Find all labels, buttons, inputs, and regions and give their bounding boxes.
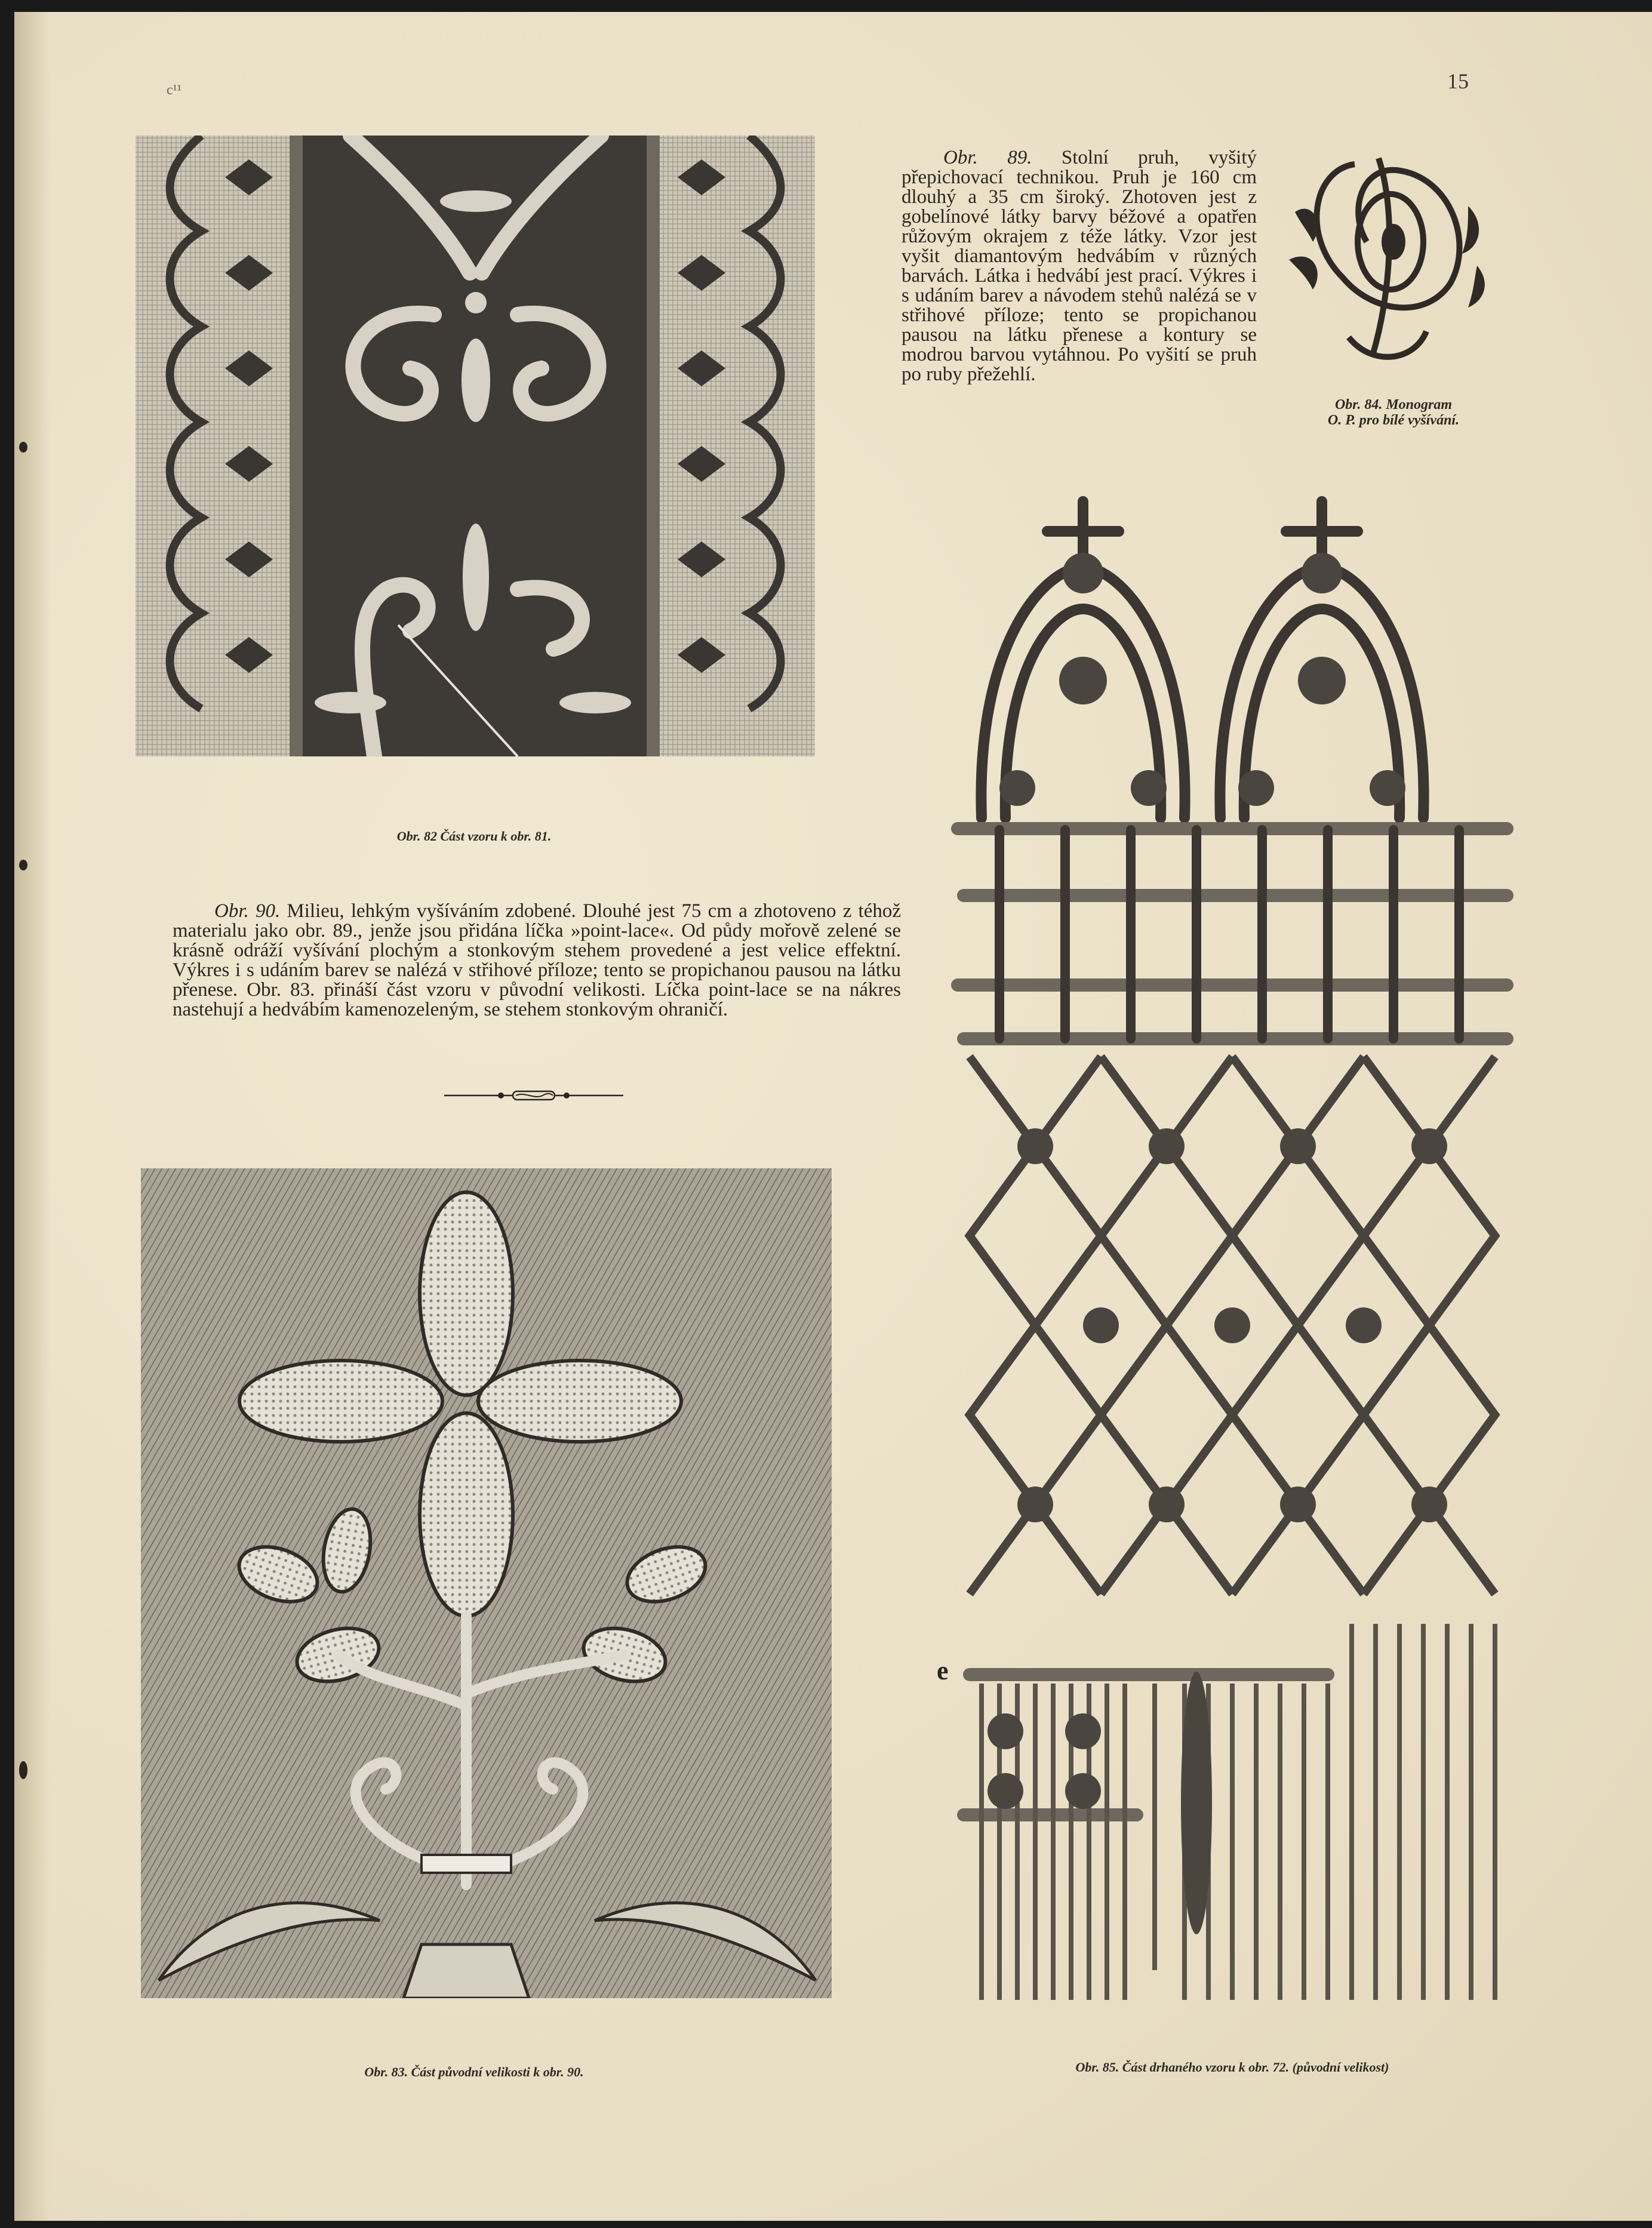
figure-85-label-e: e (937, 1656, 949, 1685)
obr-89-body: Stolní pruh, vyšitý přepichovací technikou. Pruh je 160 cm dlouhý a 35 cm široký. Zhotoven jest z gobelínové látky barvy béžové a opatřen růžovým okrajem z téže látky. Vzor jest vyšit diamantovým hedvábím v různých barvách. Látka i hedvábí jest prací. Výkres i s udáním barev a návodem stehů nalézá se v střihové příloze; tento se propichanou pausou na látku přenese a kontury se modrou barvou vytáhnou. Po vyšití se pruh po ruby přežehlí. (902, 147, 1257, 385)
paragraph-obr-90 (173, 901, 901, 1020)
obr-90-body: Milieu, lehkým vyšíváním zdobené. Dlouhé jest 75 cm a zhotoveno z téhož materialu jako obr. 89., jenže jsou přidána líčka »point-lace«. Od půdy mořově zelené se krásně odráží vyšívání plochým a stonkovým stehem provedené a jest velice effektní. Výkres i s udáním barev se nalézá v střihové příloze; tento se propichanou pausou na látku přenese. Obr. 83. přináší část vzoru v původní velikosti. Líčka point-lace se na nákres nastehují a hedvábím kamenozeleným, se stehem stonkovým ohraničí. (173, 900, 901, 1020)
paragraph-obr-89 (902, 148, 1257, 384)
figure-83-pointlace-embroidery (141, 1168, 832, 1998)
figure-85-caption: Obr. 85. Část drhaného vzoru k obr. 72. (původní velikost) (1075, 2060, 1389, 2075)
page-binding (14, 12, 50, 2221)
binding-hole (19, 442, 27, 453)
figure-85-macrame (946, 490, 1519, 2006)
obr-90-ref: Obr. 90. (214, 900, 281, 922)
figure-84-caption (1250, 397, 1537, 428)
binding-hole (19, 1761, 27, 1779)
figure-82-caption: Obr. 82 Část vzoru k obr. 81. (396, 829, 552, 844)
page (14, 12, 1652, 2221)
obr-89-ref: Obr. 89. (943, 147, 1032, 168)
ornamental-divider (444, 1087, 623, 1104)
figure-84-caption-line1: Obr. 84. Monogram (1334, 397, 1453, 413)
figure-83-caption: Obr. 83. Část původní velikosti k obr. 90. (364, 2064, 584, 2079)
binding-hole (19, 860, 27, 870)
page-number: 15 (1447, 69, 1469, 93)
corner-mark: c¹¹ (167, 82, 182, 98)
figure-84-monogram (1277, 140, 1498, 373)
figure-84-caption-line2: O. P. pro bílé vyšívání. (1327, 413, 1460, 428)
figure-82-embroidery (136, 136, 815, 756)
